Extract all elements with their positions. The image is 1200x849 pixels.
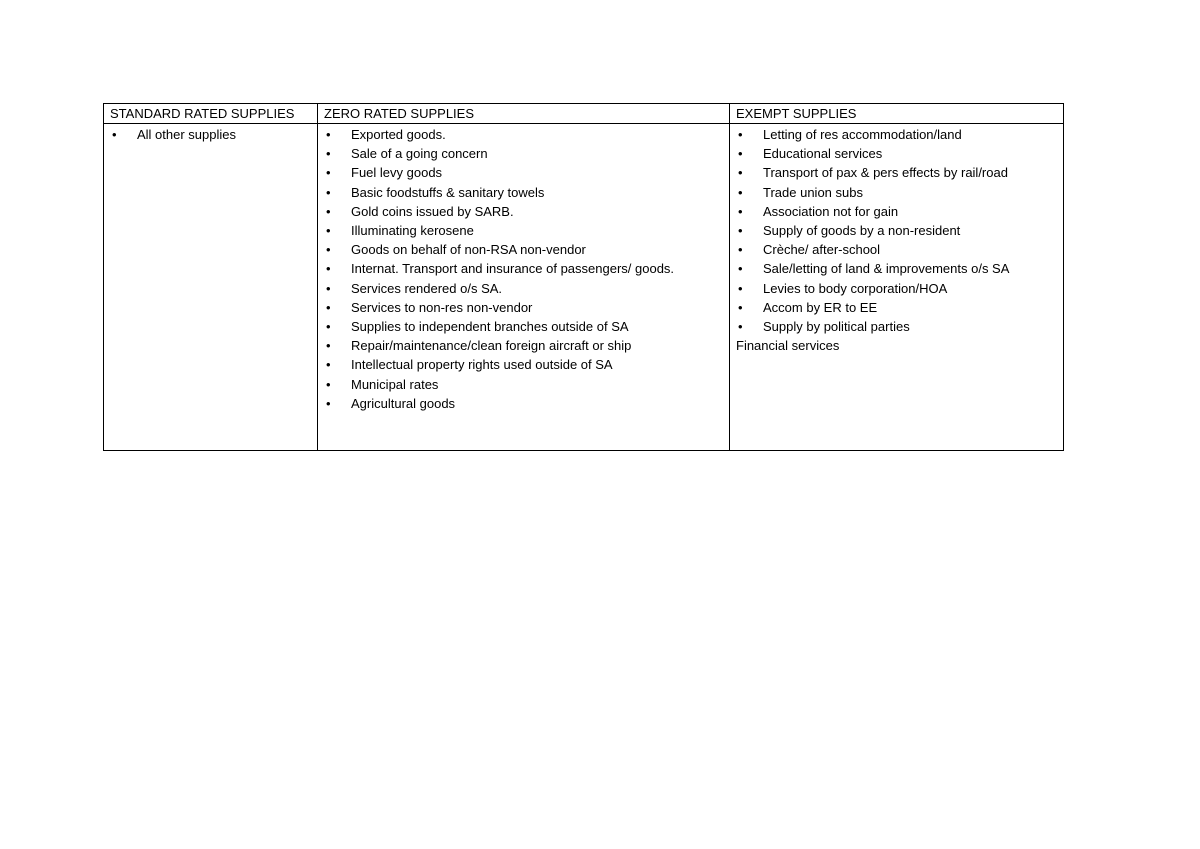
list-item [324,163,723,182]
bullet-icon: • [738,242,743,258]
list-item-text: Transport of pax & pers effects by rail/road [763,165,1008,181]
list-item-text: Association not for gain [763,203,899,219]
list-item [324,125,723,144]
header-zero-rated: ZERO RATED SUPPLIES [318,104,730,124]
list-item-text: Educational services [763,146,883,162]
bullet-icon: • [738,319,743,335]
header-exempt: EXEMPT SUPPLIES [730,104,1064,124]
list-item [324,336,723,355]
list-item-text: Trade union subs [763,184,863,200]
list-item [736,298,1057,317]
list-item-text: Sale/letting of land & improvements o/s SA [763,261,1010,277]
list-item-text: Gold coins issued by SARB. [351,203,514,219]
list-item-text: Basic foodstuffs & sanitary towels [351,184,545,200]
list-item-text: Supply of goods by a non-resident [763,223,961,239]
header-standard-rated: STANDARD RATED SUPPLIES [104,104,318,124]
list-item-text: Supply by political parties [763,319,910,335]
list-item [736,125,1057,144]
list-item-text: Agricultural goods [351,395,456,411]
bullet-icon: • [738,223,743,239]
bullet-icon: • [738,165,743,181]
list-item-text: Internat. Transport and insurance of passengers/ goods. [351,261,675,277]
list-item [110,125,311,144]
vat-supplies-table [103,103,1064,451]
list-item [736,202,1057,221]
list-item [736,317,1057,336]
list-item [324,183,723,202]
list-item [736,279,1057,298]
list-item [324,298,723,317]
list-item-text: Accom by ER to EE [763,299,878,315]
list-item [736,259,1057,278]
list-item-text: Repair/maintenance/clean foreign aircraft or ship [351,338,632,354]
bullet-icon: • [326,203,331,219]
list-item [736,144,1057,163]
exempt-cell [730,124,1064,451]
bullet-icon: • [112,127,117,142]
bullet-icon: • [326,338,331,354]
bullet-icon: • [326,376,331,392]
bullet-icon: • [738,280,743,296]
bullet-icon: • [326,319,331,335]
bullet-icon: • [326,127,331,142]
list-item [736,240,1057,259]
list-item [324,394,723,413]
list-item [324,221,723,240]
table-body-row [104,124,1064,451]
zero-rated-cell [318,124,730,451]
list-item [324,355,723,374]
list-item-text: Intellectual property rights used outside of SA [351,357,613,373]
bullet-icon: • [326,357,331,373]
bullet-icon: • [326,280,331,296]
zero-rated-list [324,125,723,413]
bullet-icon: • [326,242,331,258]
list-item-text: Municipal rates [351,376,439,392]
bullet-icon: • [738,146,743,162]
list-item-text: Fuel levy goods [351,165,443,181]
list-item [324,375,723,394]
bullet-icon: • [738,127,743,142]
list-item [324,259,723,278]
list-item-text: Goods on behalf of non-RSA non-vendor [351,242,586,258]
bullet-icon: • [326,184,331,200]
list-item [324,279,723,298]
list-item [324,317,723,336]
bullet-icon: • [738,203,743,219]
bullet-icon: • [738,299,743,315]
list-item [324,144,723,163]
bullet-icon: • [326,261,331,277]
list-item-text: Exported goods. [351,127,446,142]
list-item-text: Letting of res accommodation/land [763,127,962,142]
standard-rated-list [110,125,311,144]
list-item [736,183,1057,202]
bullet-icon: • [326,165,331,181]
list-item [324,240,723,259]
list-item-text: Supplies to independent branches outside of SA [351,319,629,335]
exempt-list [736,125,1057,336]
bullet-icon: • [326,299,331,315]
bullet-icon: • [326,146,331,162]
bullet-icon: • [738,184,743,200]
list-item [736,163,1057,182]
list-item-text: Crèche/ after-school [763,242,881,258]
list-item-text: Levies to body corporation/HOA [763,280,948,296]
list-item-text: All other supplies [137,127,236,142]
bullet-icon: • [738,261,743,277]
list-item [736,221,1057,240]
standard-rated-cell [104,124,318,451]
exempt-financial-services-text: Financial services [736,338,840,354]
list-item-text: Sale of a going concern [351,146,488,162]
list-item-text: Illuminating kerosene [351,223,474,239]
table-header-row [104,104,1064,124]
list-item-text: Services to non-res non-vendor [351,299,533,315]
bullet-icon: • [326,223,331,239]
list-item [324,202,723,221]
list-item-text: Services rendered o/s SA. [351,280,503,296]
bullet-icon: • [326,395,331,411]
